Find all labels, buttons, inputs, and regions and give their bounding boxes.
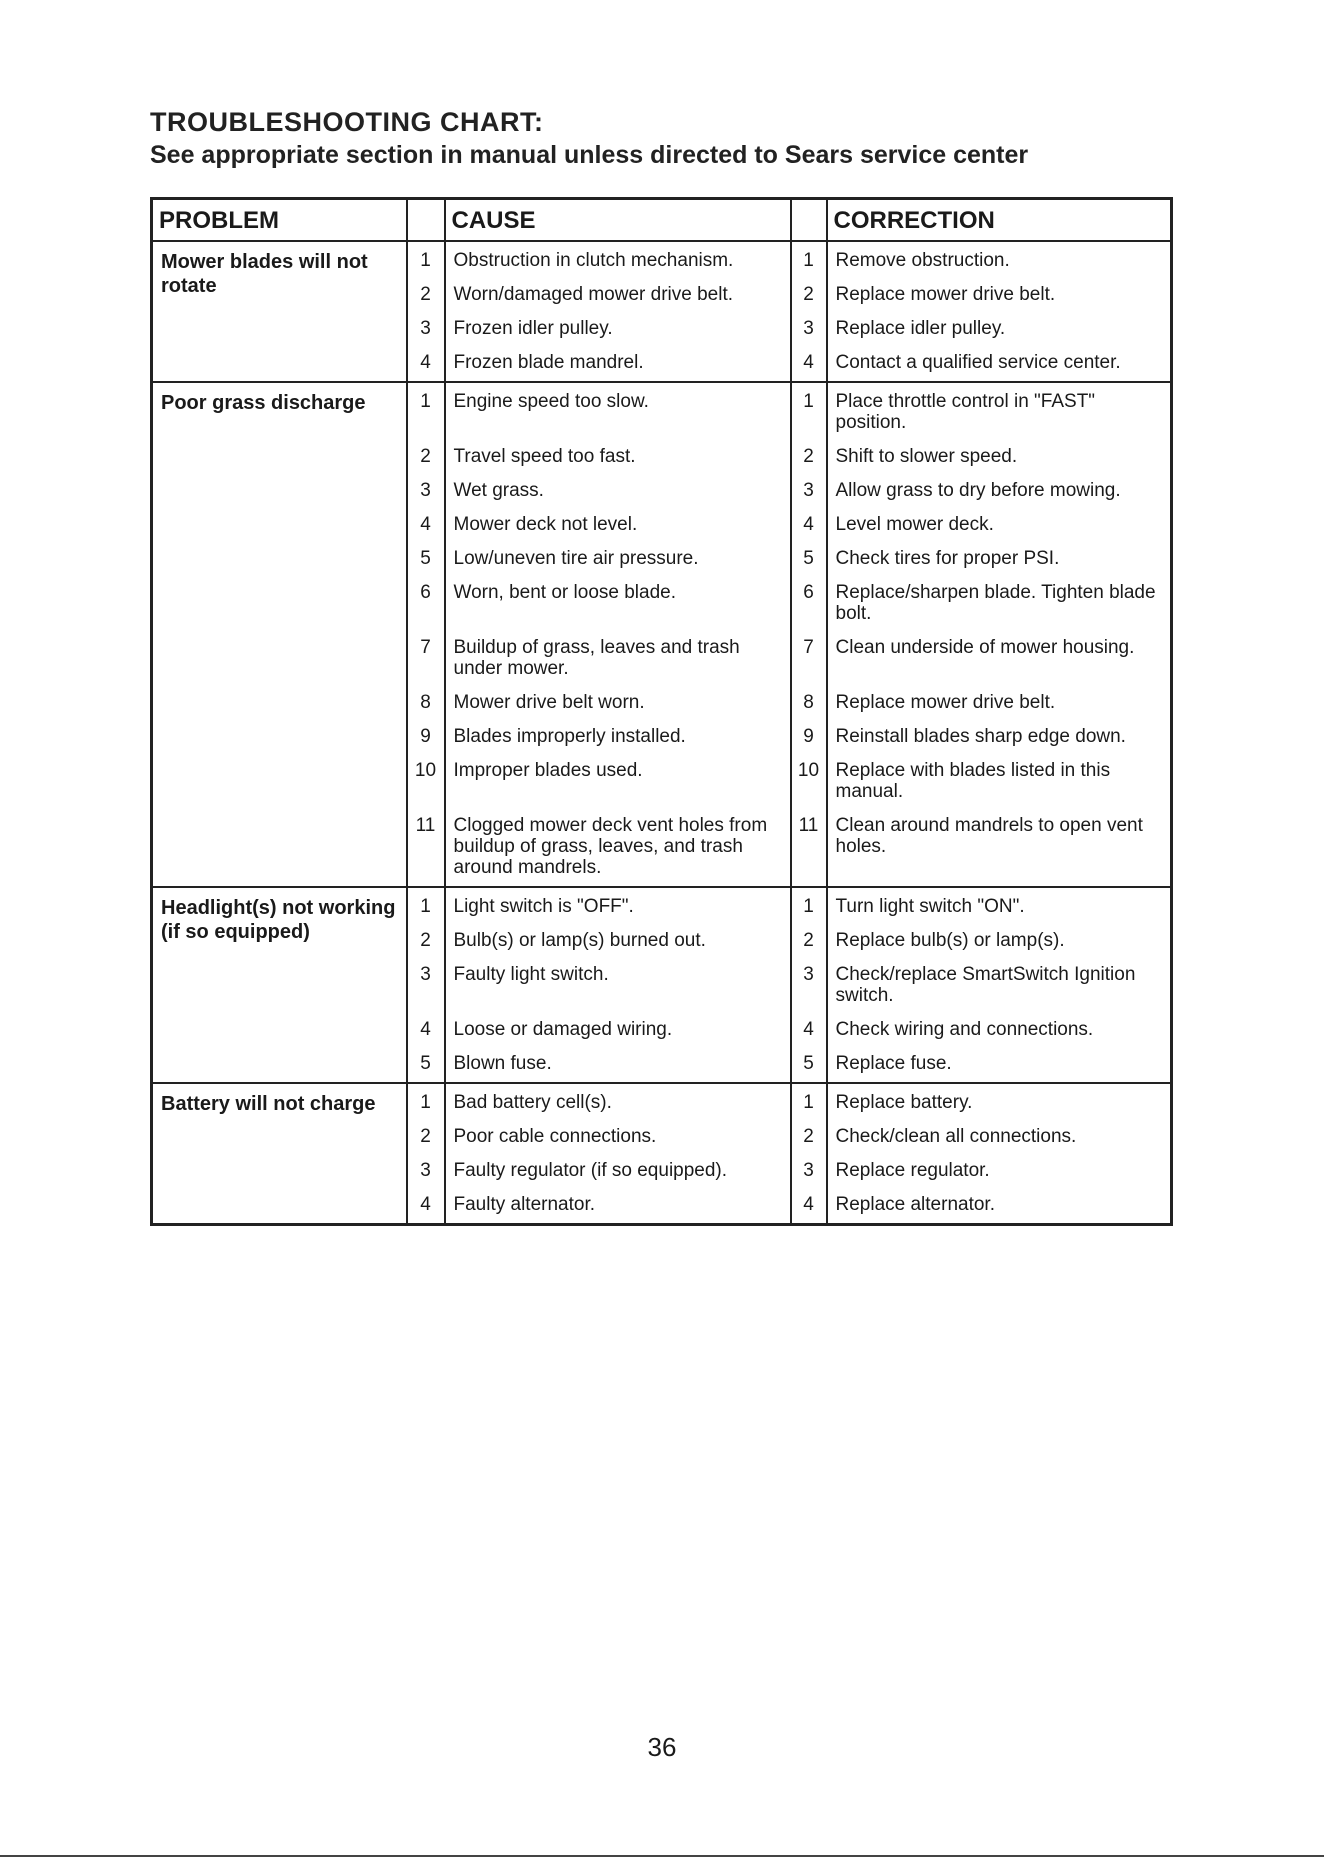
cause-cell: Buildup of grass, leaves and trash under mower. <box>445 637 791 692</box>
cause-number: 2 <box>407 284 445 318</box>
cause-number: 10 <box>407 760 445 815</box>
cause-cell: Faulty alternator. <box>445 1194 791 1225</box>
correction-number: 9 <box>791 726 827 760</box>
cause-cell: Bad battery cell(s). <box>445 1083 791 1126</box>
correction-cell: Replace regulator. <box>827 1160 1172 1194</box>
table-row <box>152 887 1172 930</box>
correction-cell: Replace with blades listed in this manual. <box>827 760 1172 815</box>
correction-cell: Check/replace SmartSwitch Ignition switch. <box>827 964 1172 1019</box>
cause-number: 11 <box>407 815 445 887</box>
header-correction-number <box>791 199 827 242</box>
correction-cell: Clean underside of mower housing. <box>827 637 1172 692</box>
cause-cell: Improper blades used. <box>445 760 791 815</box>
correction-number: 4 <box>791 352 827 382</box>
table-body <box>152 241 1172 1225</box>
cause-number: 1 <box>407 241 445 284</box>
cause-number: 9 <box>407 726 445 760</box>
correction-cell: Remove obstruction. <box>827 241 1172 284</box>
correction-number: 7 <box>791 637 827 692</box>
cause-cell: Low/uneven tire air pressure. <box>445 548 791 582</box>
chart-heading <box>150 106 1170 172</box>
cause-number: 3 <box>407 318 445 352</box>
cause-number: 3 <box>407 480 445 514</box>
correction-number: 4 <box>791 1019 827 1053</box>
correction-number: 2 <box>791 930 827 964</box>
cause-number: 5 <box>407 548 445 582</box>
correction-number: 1 <box>791 887 827 930</box>
chart-title: TROUBLESHOOTING CHART: <box>150 107 544 137</box>
correction-cell: Replace bulb(s) or lamp(s). <box>827 930 1172 964</box>
cause-number: 4 <box>407 1194 445 1225</box>
table-row <box>152 1083 1172 1126</box>
bottom-rule <box>0 1855 1324 1857</box>
chart-subtitle: See appropriate section in manual unless directed to Sears service center <box>150 141 1029 169</box>
correction-cell: Check wiring and connections. <box>827 1019 1172 1053</box>
cause-number: 4 <box>407 1019 445 1053</box>
correction-number: 2 <box>791 446 827 480</box>
correction-number: 5 <box>791 548 827 582</box>
correction-number: 3 <box>791 964 827 1019</box>
correction-cell: Replace fuse. <box>827 1053 1172 1083</box>
cause-cell: Travel speed too fast. <box>445 446 791 480</box>
cause-cell: Loose or damaged wiring. <box>445 1019 791 1053</box>
correction-number: 3 <box>791 318 827 352</box>
problem-cell: Mower blades will not rotate <box>152 241 407 382</box>
correction-cell: Allow grass to dry before mowing. <box>827 480 1172 514</box>
correction-number: 6 <box>791 582 827 637</box>
correction-cell: Replace idler pulley. <box>827 318 1172 352</box>
correction-cell: Check tires for proper PSI. <box>827 548 1172 582</box>
cause-cell: Light switch is "OFF". <box>445 887 791 930</box>
header-problem: PROBLEM <box>152 199 407 242</box>
correction-cell: Replace mower drive belt. <box>827 692 1172 726</box>
cause-cell: Mower deck not level. <box>445 514 791 548</box>
table-header-row <box>152 199 1172 242</box>
cause-number: 7 <box>407 637 445 692</box>
cause-number: 3 <box>407 964 445 1019</box>
cause-cell: Faulty light switch. <box>445 964 791 1019</box>
correction-cell: Replace battery. <box>827 1083 1172 1126</box>
table-row <box>152 382 1172 446</box>
cause-number: 4 <box>407 352 445 382</box>
cause-number: 1 <box>407 887 445 930</box>
correction-cell: Place throttle control in "FAST" position. <box>827 382 1172 446</box>
cause-cell: Blades improperly installed. <box>445 726 791 760</box>
troubleshooting-table <box>150 197 1173 1226</box>
correction-cell: Turn light switch "ON". <box>827 887 1172 930</box>
correction-number: 2 <box>791 1126 827 1160</box>
correction-cell: Contact a qualified service center. <box>827 352 1172 382</box>
header-cause-number <box>407 199 445 242</box>
cause-cell: Frozen idler pulley. <box>445 318 791 352</box>
correction-number: 4 <box>791 1194 827 1225</box>
cause-cell: Worn/damaged mower drive belt. <box>445 284 791 318</box>
correction-number: 3 <box>791 1160 827 1194</box>
cause-cell: Poor cable connections. <box>445 1126 791 1160</box>
cause-number: 4 <box>407 514 445 548</box>
cause-cell: Worn, bent or loose blade. <box>445 582 791 637</box>
problem-cell: Poor grass discharge <box>152 382 407 887</box>
correction-number: 4 <box>791 514 827 548</box>
correction-number: 8 <box>791 692 827 726</box>
correction-number: 1 <box>791 241 827 284</box>
cause-cell: Mower drive belt worn. <box>445 692 791 726</box>
correction-cell: Replace/sharpen blade. Tighten blade bolt. <box>827 582 1172 637</box>
correction-number: 1 <box>791 382 827 446</box>
correction-cell: Shift to slower speed. <box>827 446 1172 480</box>
header-cause: CAUSE <box>445 199 791 242</box>
cause-number: 2 <box>407 446 445 480</box>
cause-number: 5 <box>407 1053 445 1083</box>
cause-number: 1 <box>407 382 445 446</box>
header-correction: CORRECTION <box>827 199 1172 242</box>
cause-number: 2 <box>407 1126 445 1160</box>
correction-cell: Check/clean all connections. <box>827 1126 1172 1160</box>
correction-number: 11 <box>791 815 827 887</box>
cause-cell: Engine speed too slow. <box>445 382 791 446</box>
correction-number: 5 <box>791 1053 827 1083</box>
cause-number: 8 <box>407 692 445 726</box>
cause-cell: Clogged mower deck vent holes from buildup of grass, leaves, and trash around mandrels. <box>445 815 791 887</box>
correction-number: 2 <box>791 284 827 318</box>
page-number: 36 <box>647 1732 677 1762</box>
correction-number: 10 <box>791 760 827 815</box>
problem-cell: Battery will not charge <box>152 1083 407 1225</box>
cause-number: 1 <box>407 1083 445 1126</box>
correction-cell: Replace alternator. <box>827 1194 1172 1225</box>
correction-number: 3 <box>791 480 827 514</box>
correction-cell: Replace mower drive belt. <box>827 284 1172 318</box>
cause-cell: Frozen blade mandrel. <box>445 352 791 382</box>
cause-cell: Faulty regulator (if so equipped). <box>445 1160 791 1194</box>
correction-cell: Level mower deck. <box>827 514 1172 548</box>
cause-cell: Obstruction in clutch mechanism. <box>445 241 791 284</box>
cause-number: 3 <box>407 1160 445 1194</box>
correction-number: 1 <box>791 1083 827 1126</box>
cause-cell: Blown fuse. <box>445 1053 791 1083</box>
cause-cell: Bulb(s) or lamp(s) burned out. <box>445 930 791 964</box>
correction-cell: Clean around mandrels to open vent holes. <box>827 815 1172 887</box>
cause-number: 6 <box>407 582 445 637</box>
problem-cell: Headlight(s) not working (if so equipped) <box>152 887 407 1083</box>
correction-cell: Reinstall blades sharp edge down. <box>827 726 1172 760</box>
cause-cell: Wet grass. <box>445 480 791 514</box>
cause-number: 2 <box>407 930 445 964</box>
table-row <box>152 241 1172 284</box>
